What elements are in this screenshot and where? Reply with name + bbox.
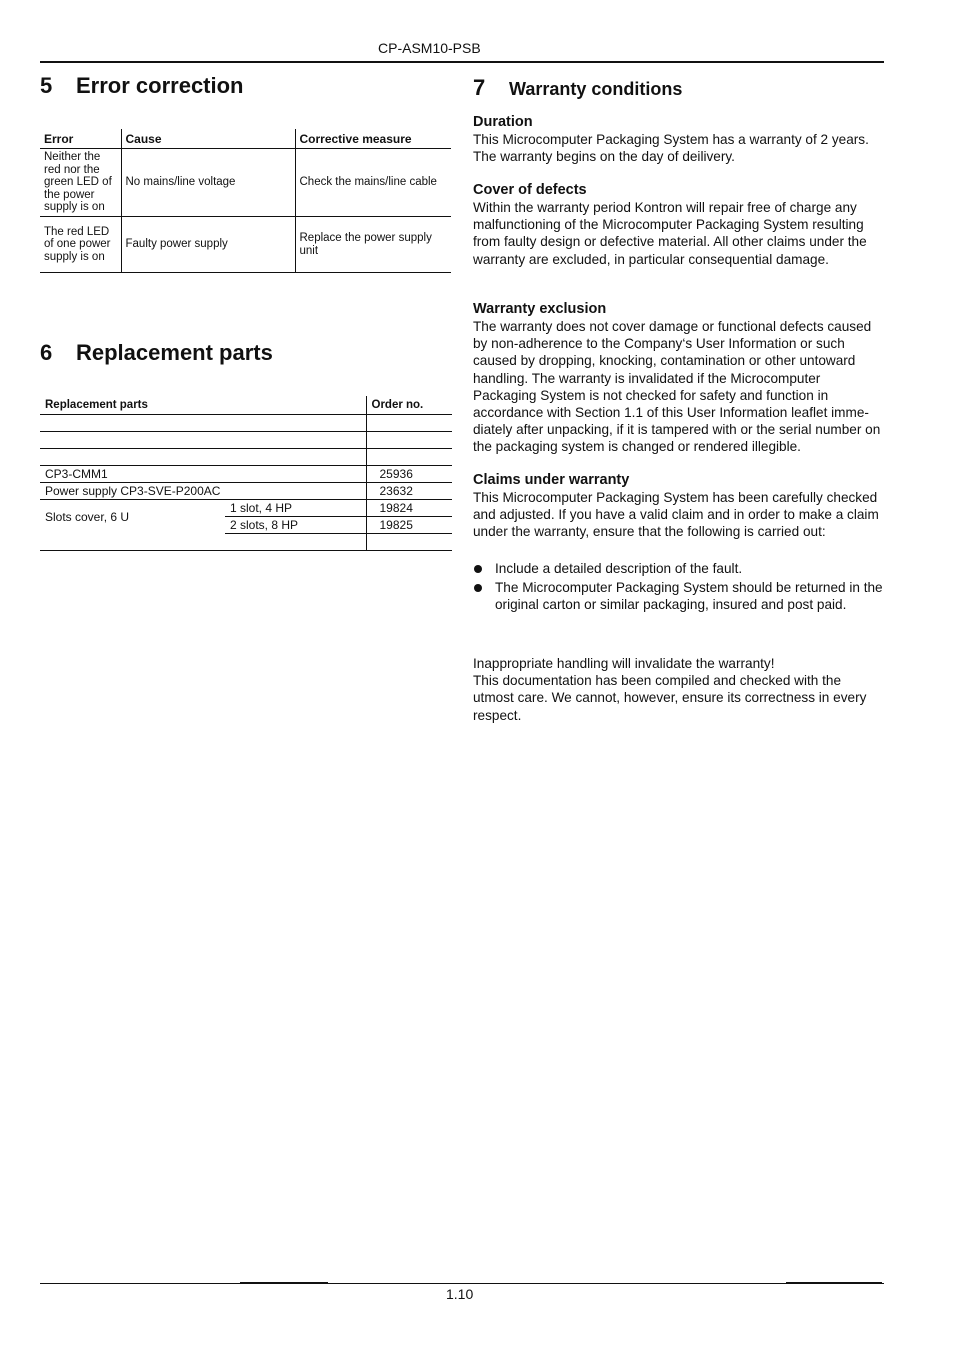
- section-7-heading: [473, 75, 682, 101]
- section-6-heading: [40, 340, 273, 366]
- claims-heading: Claims under warranty: [473, 472, 630, 488]
- claims-text: This Microcomputer Packaging System has been carefully checked and adjusted. If you have a valid claim and in order to make a claim under the warranty, ensure that the following is carried out:: [473, 490, 879, 540]
- cause-cell: No mains/line voltage: [121, 149, 295, 217]
- closing-disclaimer: This documentation has been compiled and checked with the utmost care. We cannot, however, ensure its correctness in every respect.: [473, 673, 867, 723]
- cover-of-defects-block: [473, 181, 885, 268]
- column-header-cause: Cause: [121, 129, 295, 149]
- closing-warning: Inappropriate handling will invalidate the warranty!: [473, 656, 775, 671]
- table-row: [40, 483, 452, 500]
- part-cell: Power supply CP3-SVE-P200AC: [40, 483, 366, 500]
- duration-block: [473, 113, 885, 165]
- error-cell: Neither the red nor the green LED of the power supply is on: [40, 149, 121, 217]
- order-cell: 19824: [366, 500, 452, 517]
- order-cell: 25936: [366, 466, 452, 483]
- cover-of-defects-text: Within the warranty period Kontron will repair free of charge any malfunctioning of the Microcomputer Packaging System resulting from faulty design or defective material. All other claims under the warranty are excluded, in particular consequential damage.: [473, 200, 867, 267]
- replacement-parts-table: [40, 396, 452, 551]
- page-number: 1.10: [446, 1286, 474, 1302]
- table-row: [40, 500, 452, 517]
- variant-cell: 2 slots, 8 HP: [225, 517, 366, 534]
- warranty-exclusion-block: [473, 300, 885, 456]
- empty-row: [40, 534, 452, 551]
- duration-text: This Microcomputer Packaging System has a warranty of 2 years. The warranty begins on the day of deilivery.: [473, 132, 869, 165]
- document-title: CP-ASM10-PSB: [378, 40, 481, 56]
- section-7-number: 7: [473, 75, 486, 100]
- warranty-exclusion-heading: Warranty exclusion: [473, 301, 607, 317]
- variant-cell: 1 slot, 4 HP: [225, 500, 366, 517]
- duration-heading: Duration: [473, 114, 533, 130]
- table-row: [40, 217, 451, 273]
- measure-cell: Replace the power supply unit: [295, 217, 451, 273]
- error-cell: The red LED of one power supply is on: [40, 217, 121, 273]
- section-7-title: Warranty conditions: [509, 79, 683, 99]
- section-5-number: 5: [40, 73, 53, 98]
- empty-row: [40, 432, 452, 449]
- section-6-title: Replacement parts: [76, 340, 273, 365]
- closing-block: [473, 655, 885, 724]
- footer-divider-accent: [240, 1282, 328, 1284]
- error-correction-table: [40, 129, 451, 273]
- empty-row: [40, 415, 452, 432]
- measure-cell: Check the mains/line cable: [295, 149, 451, 217]
- cause-cell: Faulty power supply: [121, 217, 295, 273]
- order-cell: 23632: [366, 483, 452, 500]
- footer-divider-accent: [786, 1282, 882, 1284]
- order-cell: 19825: [366, 517, 452, 534]
- claims-bullet-list: [473, 560, 885, 614]
- list-item: Include a detailed description of the fault.: [473, 560, 885, 577]
- section-5-heading: [40, 73, 244, 99]
- part-cell: CP3-CMM1: [40, 466, 366, 483]
- column-header-corrective-measure: Corrective measure: [295, 129, 451, 149]
- table-row: [40, 466, 452, 483]
- column-header-replacement-parts: Replacement parts: [40, 396, 366, 415]
- warranty-exclusion-text: The warranty does not cover damage or functional defects caused by non-adherence to the Company‘s User Information or such caused by dropping, knocking, contamination or other untoward handling. The warranty is invalidated if the Microcomputer Packaging System is not checked for safety and function in accordance with Section 1.1 of this User Information leaflet imme-diately after unpacking, if it is tampered with or the serial number on the packaging system is changed or rendered illegible.: [473, 319, 881, 455]
- table-row: [40, 149, 451, 217]
- column-header-error: Error: [40, 129, 121, 149]
- column-header-order-no: Order no.: [366, 396, 452, 415]
- cover-of-defects-heading: Cover of defects: [473, 182, 587, 198]
- header-divider: [40, 61, 884, 63]
- empty-row: [40, 449, 452, 466]
- section-6-number: 6: [40, 340, 53, 365]
- section-5-title: Error correction: [76, 73, 244, 98]
- footer-divider: [40, 1283, 884, 1284]
- list-item: The Microcomputer Packaging System should be returned in the original carton or similar packaging, insured and post paid.: [473, 579, 885, 613]
- claims-block: [473, 471, 885, 613]
- table-header-row: [40, 129, 451, 149]
- part-cell: Slots cover, 6 U: [45, 509, 130, 524]
- table-header-row: [40, 396, 452, 415]
